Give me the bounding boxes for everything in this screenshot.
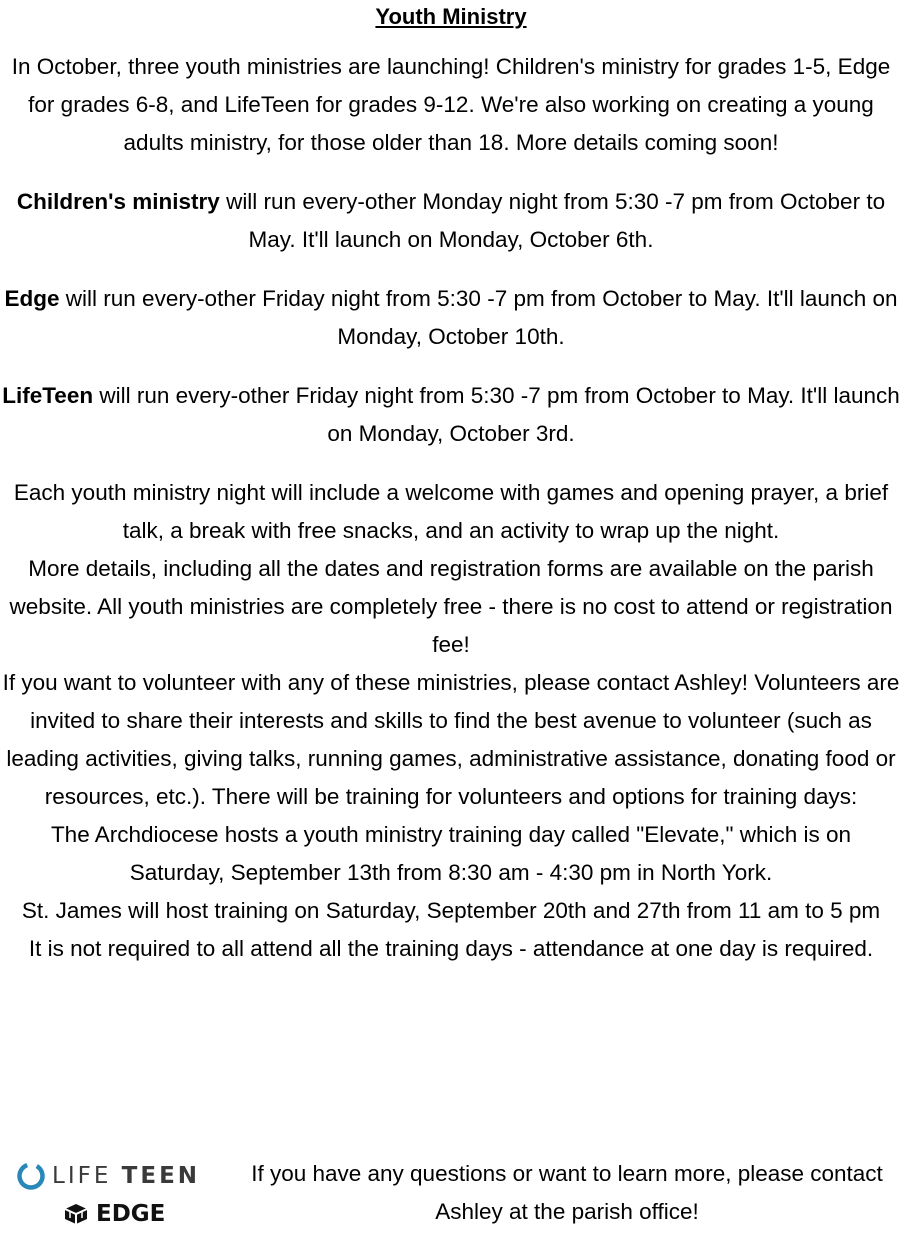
lifeteen-wordmark bbox=[52, 1163, 200, 1189]
st-james-training-paragraph: St. James will host training on Saturday, September 20th and 27th from 11 am to 5 pm bbox=[21, 898, 881, 923]
ministry-logos bbox=[14, 1155, 229, 1235]
more-details-paragraph: More details, including all the dates and registration forms are available on the parish website. All youth ministries are completely free - there is no cost to attend or registration fee! bbox=[9, 556, 893, 657]
program-name: Children's ministry bbox=[16, 189, 220, 214]
attendance-paragraph: It is not required to all attend all the training days - attendance at one day is required. bbox=[28, 936, 874, 961]
footer-row bbox=[0, 1155, 902, 1235]
lifeteen-word-life: LIFE bbox=[52, 1163, 112, 1189]
night-format-paragraph: Each youth ministry night will include a welcome with games and opening prayer, a brief talk, a break with free snacks, and an activity to wrap up the night. bbox=[13, 480, 889, 543]
childrens-ministry-paragraph bbox=[2, 183, 900, 259]
bulletin-page bbox=[0, 3, 902, 1253]
edge-cube-icon bbox=[62, 1202, 90, 1226]
lifeteen-word-teen: TEEN bbox=[121, 1163, 201, 1189]
program-schedule: will run every-other Friday night from 5:30 -7 pm from October to May. It'll launch on Monday, October 3rd. bbox=[93, 383, 900, 446]
intro-paragraph: In October, three youth ministries are launching! Children's ministry for grades 1-5, Edge for grades 6-8, and LifeTeen for grades 9-12. We're also working on creating a young adults ministry, for those older than 18. More details coming soon! bbox=[11, 54, 891, 155]
edge-paragraph bbox=[2, 280, 900, 356]
archdiocese-training-paragraph: The Archdiocese hosts a youth ministry training day called "Elevate," which is on Saturday, September 13th from 8:30 am - 4:30 pm in North York. bbox=[50, 822, 852, 885]
closing-paragraph: If you have any questions or want to learn more, please contact Ashley at the parish office! bbox=[251, 1161, 883, 1224]
page-title: Youth Ministry bbox=[375, 4, 527, 29]
lifeteen-logo bbox=[16, 1161, 200, 1191]
program-schedule: will run every-other Monday night from 5:30 -7 pm from October to May. It'll launch on Monday, October 6th. bbox=[219, 189, 886, 252]
lifeteen-paragraph bbox=[2, 377, 900, 453]
volunteer-paragraph: If you want to volunteer with any of these ministries, please contact Ashley! Volunteers are invited to share their interests and skills to find the best avenue to volunteer (such as leading activities, giving talks, running games, administrative assistance, donating food or resources, etc.). There will be training for volunteers and options for training days: bbox=[2, 670, 900, 809]
edge-wordmark: EDGE bbox=[96, 1201, 166, 1227]
program-schedule: will run every-other Friday night from 5:30 -7 pm from October to May. It'll launch on Monday, October 10th. bbox=[59, 286, 898, 349]
program-name: LifeTeen bbox=[2, 383, 94, 408]
edge-logo bbox=[62, 1201, 165, 1227]
program-name: Edge bbox=[4, 286, 60, 311]
lifeteen-ring-icon bbox=[16, 1161, 46, 1191]
